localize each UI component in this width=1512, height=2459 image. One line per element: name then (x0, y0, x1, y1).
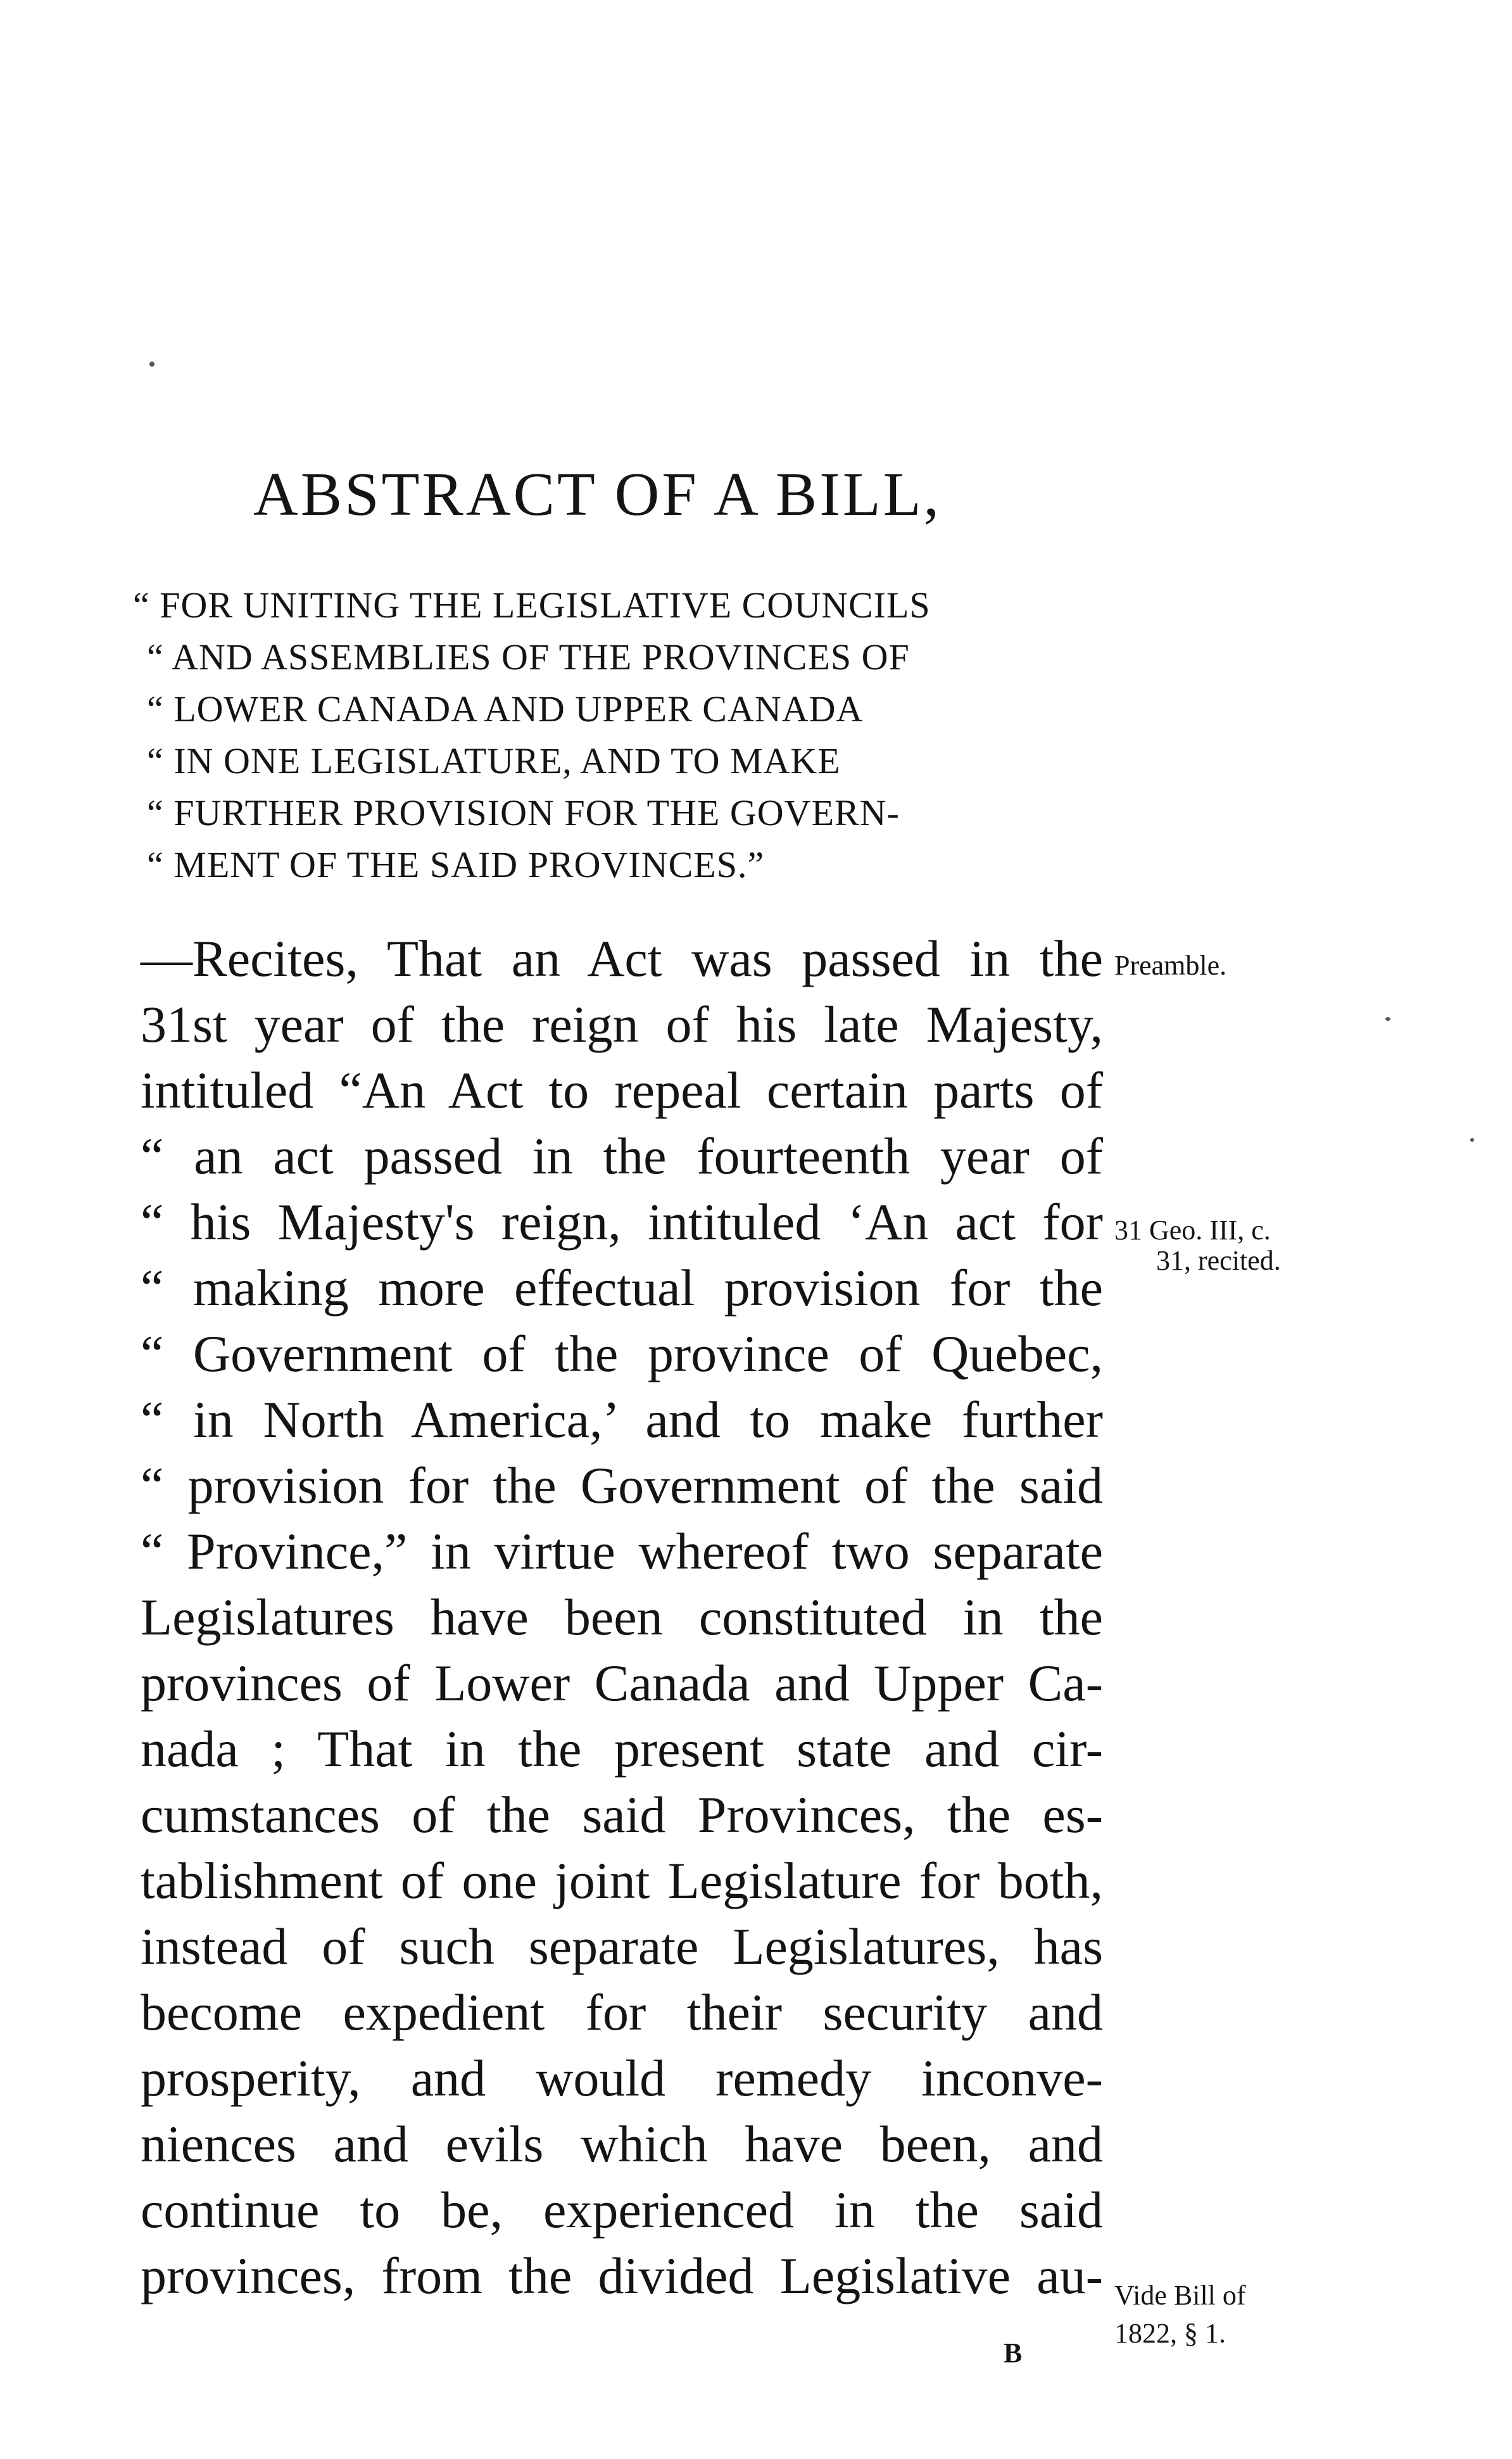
document-title: ABSTRACT OF A BILL, (253, 460, 942, 529)
body-line: provinces, from the divided Legislative au- (141, 2247, 1103, 2304)
subtitle-line: “ MENT OF THE SAID PROVINCES.” (147, 844, 765, 885)
subtitle-line: “ AND ASSEMBLIES OF THE PROVINCES OF (147, 636, 910, 678)
body-line: “ Government of the province of Quebec, (141, 1325, 1103, 1382)
ink-speck (1385, 1017, 1390, 1021)
body-line: instead of such separate Legislatures, has (141, 1918, 1103, 1975)
margin-note-geo-line1: 31 Geo. III, c. (1114, 1215, 1271, 1246)
margin-note-preamble: Preamble. (1114, 950, 1227, 981)
margin-note-geo-line2: 31, recited. (1156, 1245, 1281, 1276)
body-line: “ his Majesty's reign, intituled ‘An act for (141, 1193, 1103, 1251)
body-line: prosperity, and would remedy inconve- (141, 2049, 1103, 2107)
body-line: continue to be, experienced in the said (141, 2181, 1103, 2239)
body-line: “ making more effectual provision for the (141, 1259, 1103, 1317)
body-line: 31st year of the reign of his late Majesty, (141, 996, 1103, 1053)
body-line: “ in North America,’ and to make further (141, 1391, 1103, 1448)
body-line: nada ; That in the present state and cir- (141, 1720, 1103, 1778)
body-line: tablishment of one joint Legislature for both, (141, 1852, 1103, 1909)
body-line: “ an act passed in the fourteenth year of (141, 1127, 1103, 1185)
body-line: provinces of Lower Canada and Upper Ca- (141, 1654, 1103, 1712)
bill-subtitle (133, 579, 1102, 891)
body-paragraph (141, 926, 1103, 2309)
body-line: “ provision for the Government of the said (141, 1457, 1103, 1514)
body-line: intituled “An Act to repeal certain parts of (141, 1061, 1103, 1119)
body-line: cumstances of the said Provinces, the es- (141, 1786, 1103, 1843)
body-line: “ Province,” in virtue whereof two separate (141, 1522, 1103, 1580)
body-line: Legislatures have been constituted in the (141, 1588, 1103, 1646)
subtitle-line: “ FURTHER PROVISION FOR THE GOVERN- (147, 792, 900, 833)
ink-speck (1470, 1138, 1474, 1142)
subtitle-line: “ LOWER CANADA AND UPPER CANADA (147, 688, 864, 730)
catchword: B (1004, 2337, 1023, 2368)
margin-note-vide-line1: Vide Bill of (1114, 2280, 1246, 2311)
subtitle-line: “ IN ONE LEGISLATURE, AND TO MAKE (147, 740, 841, 781)
subtitle-line: “ FOR UNITING THE LEGISLATIVE COUNCILS (133, 585, 931, 626)
ink-speck (149, 362, 154, 367)
body-line: —Recites, That an Act was passed in the (141, 930, 1103, 987)
body-line: become expedient for their security and (141, 1983, 1103, 2041)
body-line: niences and evils which have been, and (141, 2115, 1103, 2173)
margin-note-vide-line2: 1822, § 1. (1114, 2318, 1226, 2349)
